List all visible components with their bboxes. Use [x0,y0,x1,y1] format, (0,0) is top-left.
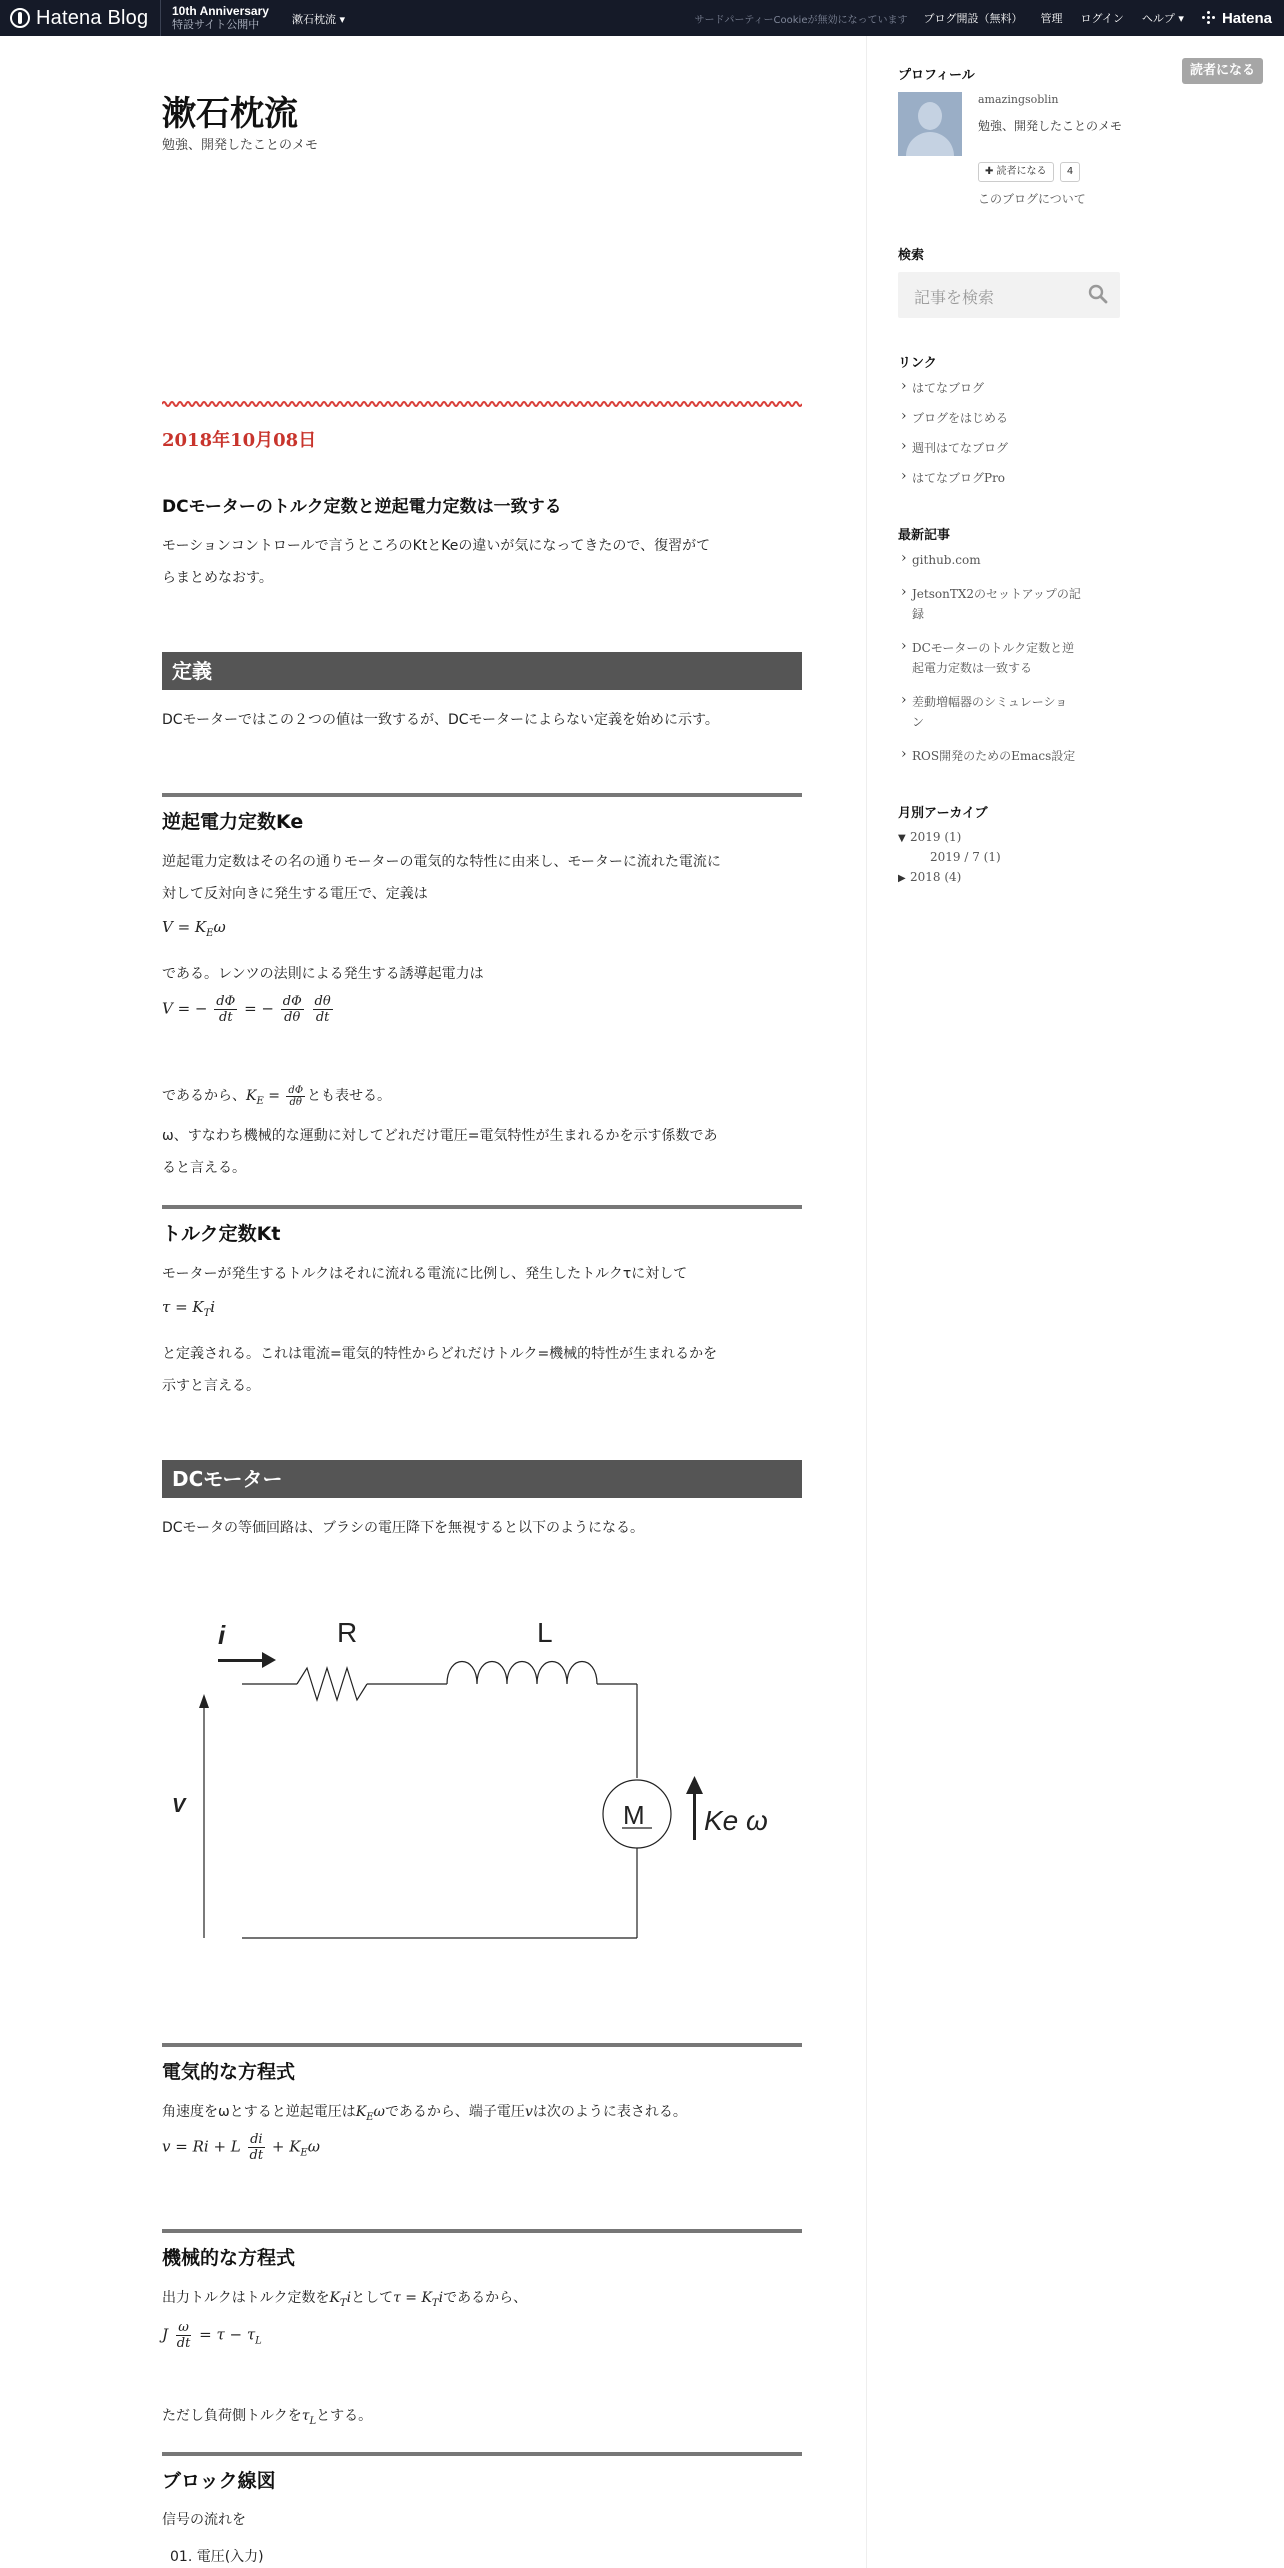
hatena-blog-logo-icon [10,8,30,28]
link-item[interactable]: › はてなブログ [898,378,1120,398]
recent-list [898,550,1120,780]
nav-open-blog[interactable]: ブログ開設（無料） [923,12,1023,25]
recent-entry-item[interactable]: › DCモーターのトルク定数と逆 起電力定数は一致する [898,638,1120,678]
header-right [695,0,1284,36]
recent-heading: 最新記事 [898,528,951,543]
profile-description: 勉強、開発したことのメモ [978,119,1123,133]
dc-motor-text: DCモータの等価回路は、ブラシの電圧降下を無視すると以下のようになる。 [162,1520,644,1536]
heading-electrical-equation: 電気的な方程式 [162,2043,802,2084]
elec-p1: 角速度をωとすると逆起電圧は$K_E\omega$であるから、端子電圧vは次のように表される。 [162,2104,687,2123]
archive-item-2019[interactable]: ▼ 2019 (1) [898,830,962,844]
circuit-label-v: V [172,1795,186,1817]
ke-equation-1: $V = K_E\omega$ [162,918,226,939]
archive-item-2019-7[interactable]: 2019 / 7 (1) [930,850,1001,864]
about-blog-link[interactable]: このブログについて [978,192,1086,206]
profile-heading: プロフィール [898,68,975,83]
blog-menu-dropdown[interactable]: 漱石枕流 ▾ [292,13,346,26]
nav-help-dropdown[interactable]: ヘルプ ▾ [1141,12,1184,25]
link-item[interactable]: › 週刊はてなブログ [898,438,1120,458]
heading-kt: トルク定数Kt [162,1205,802,1246]
heading-ke: 逆起電力定数Ke [162,793,802,834]
archive-item-2018[interactable]: ▶ 2018 (4) [898,870,962,884]
blog-description: 勉強、開発したことのメモ [162,138,319,153]
archive-heading: 月別アーカイブ [898,806,988,821]
heading-block-diagram: ブロック線図 [162,2452,802,2493]
kt-p2-line-2: 示すと言える。 [162,1378,260,1394]
kt-p1: モーターが発生するトルクはそれに流れる電流に比例し、発生したトルクτに対して [162,1266,688,1282]
teigi-text: DCモーターではこの２つの値は一致するが、DCモーターによらない定義を始めに示す。 [162,712,719,728]
ke-p1-line-1: 逆起電力定数はその名の通りモーターの電気的な特性に由来し、モーターに流れた電流に [162,854,721,870]
link-item[interactable]: › ブログをはじめる [898,408,1120,428]
search-icon[interactable] [1088,284,1108,304]
elec-equation: v = Ri + L $\frac{di}{dt}$ + $K_E\omega$ [162,2132,320,2163]
links-list [898,378,1120,488]
circuit-label-m: M [623,1800,645,1830]
profile-name[interactable]: amazingsoblin [978,93,1059,106]
avatar-head-icon [918,102,942,130]
ke-p4-line-2: ると言える。 [162,1160,246,1176]
circuit-label-l: L [537,1617,553,1648]
nav-admin[interactable]: 管理 [1040,12,1063,25]
ke-p4-line-1: ω、すなわち機械的な運動に対してどれだけ電圧=電気特性が生まれるかを示す係数であ [162,1128,718,1144]
circuit-label-i: i [218,1620,226,1650]
sidebar-divider [866,36,867,2568]
anniversary-title: 10th Anniversary [172,4,269,18]
recent-entry-item[interactable]: › ROS開発のためのEmacs設定 [898,746,1120,766]
equivalent-circuit-diagram [162,1566,802,1986]
nav-login[interactable]: ログイン [1080,12,1124,25]
intro-line-2: らまとめなおす。 [162,570,273,586]
header-divider [160,0,161,36]
reader-button[interactable]: ✚ 読者になる [978,162,1054,182]
block-p1: 信号の流れを [162,2512,246,2528]
ke-p3: であるから、$K_E$ = $\frac{d\Phi}{d\theta}$ とも表せる。 [162,1084,392,1108]
recent-entry-item[interactable]: › 差動増幅器のシミュレーショ ン [898,692,1120,732]
kt-equation: $\tau = K_Ti$ [162,1298,216,1319]
entry-title[interactable]: DCモーターのトルク定数と逆起電力定数は一致する [162,497,562,517]
block-list-item: 01. 電圧(入力) [170,2549,264,2565]
ke-p1-line-2: 対して反対向きに発生する電圧で、定義は [162,886,428,902]
avatar-body-icon [906,132,954,156]
anniversary-link[interactable] [172,4,269,32]
link-item[interactable]: › はてなブログPro [898,468,1120,488]
hatena-logo[interactable] [1202,10,1272,27]
intro-line-1: モーションコントロールで言うところのKtとKeの違いが気になってきたので、復習がて [162,538,711,554]
heading-teigi: 定義 [162,652,802,690]
hatena-blog-logo[interactable] [10,6,148,30]
circuit-label-r: R [337,1617,358,1648]
kt-p2-line-1: と定義される。これは電流=電気的特性からどれだけトルク=機械的特性が生まれるかを [162,1346,718,1362]
recent-entry-item[interactable]: › JetsonTX2のセットアップの記 録 [898,584,1120,624]
search-placeholder: 記事を検索 [914,288,995,307]
collapse-triangle-icon[interactable]: ▼ [898,833,906,844]
heading-mechanical-equation: 機械的な方程式 [162,2229,802,2270]
anniversary-subtitle: 特設サイト公開中 [172,19,260,31]
logo-text: Hatena Blog [36,6,149,29]
entry-date[interactable]: 2018年10月08日 [162,430,317,451]
circuit-label-ke-omega: Ke ω [704,1805,768,1836]
mech-p1: 出力トルクはトルク定数を$K_Ti$として$\tau = K_Ti$であるから、 [162,2290,528,2309]
links-heading: リンク [898,356,937,371]
reader-count[interactable]: 4 [1060,162,1080,182]
blog-title[interactable]: 漱石枕流 [162,94,298,134]
mech-p2: ただし負荷側トルクを$\tau_L$とする。 [162,2408,373,2427]
global-header [0,0,1284,36]
expand-triangle-icon[interactable]: ▶ [898,873,906,884]
subscribe-button[interactable]: 読者になる [1182,58,1263,84]
wavy-divider [162,400,802,408]
ke-p2: である。レンツの法則による発生する誘導起電力は [162,966,484,982]
hatena-logo-text: Hatena [1221,9,1272,27]
search-input[interactable] [898,272,1120,318]
avatar[interactable] [898,92,962,156]
mech-equation: J $\frac{\omega}{dt}$ = $\tau - \tau_L$ [162,2320,262,2351]
hatena-dots-icon [1202,11,1216,25]
search-heading: 検索 [898,248,925,263]
cookie-notice[interactable]: サードパーティーCookieが無効になっています [694,14,908,26]
recent-entry-item[interactable]: › github.com [898,550,1120,570]
heading-dc-motor: DCモーター [162,1460,802,1498]
ke-equation-2: V = − $\frac{d\Phi}{dt}$ = − $\frac{d\Phi}{d\theta}$ $\frac{d\theta}{dt}$ [162,994,331,1025]
